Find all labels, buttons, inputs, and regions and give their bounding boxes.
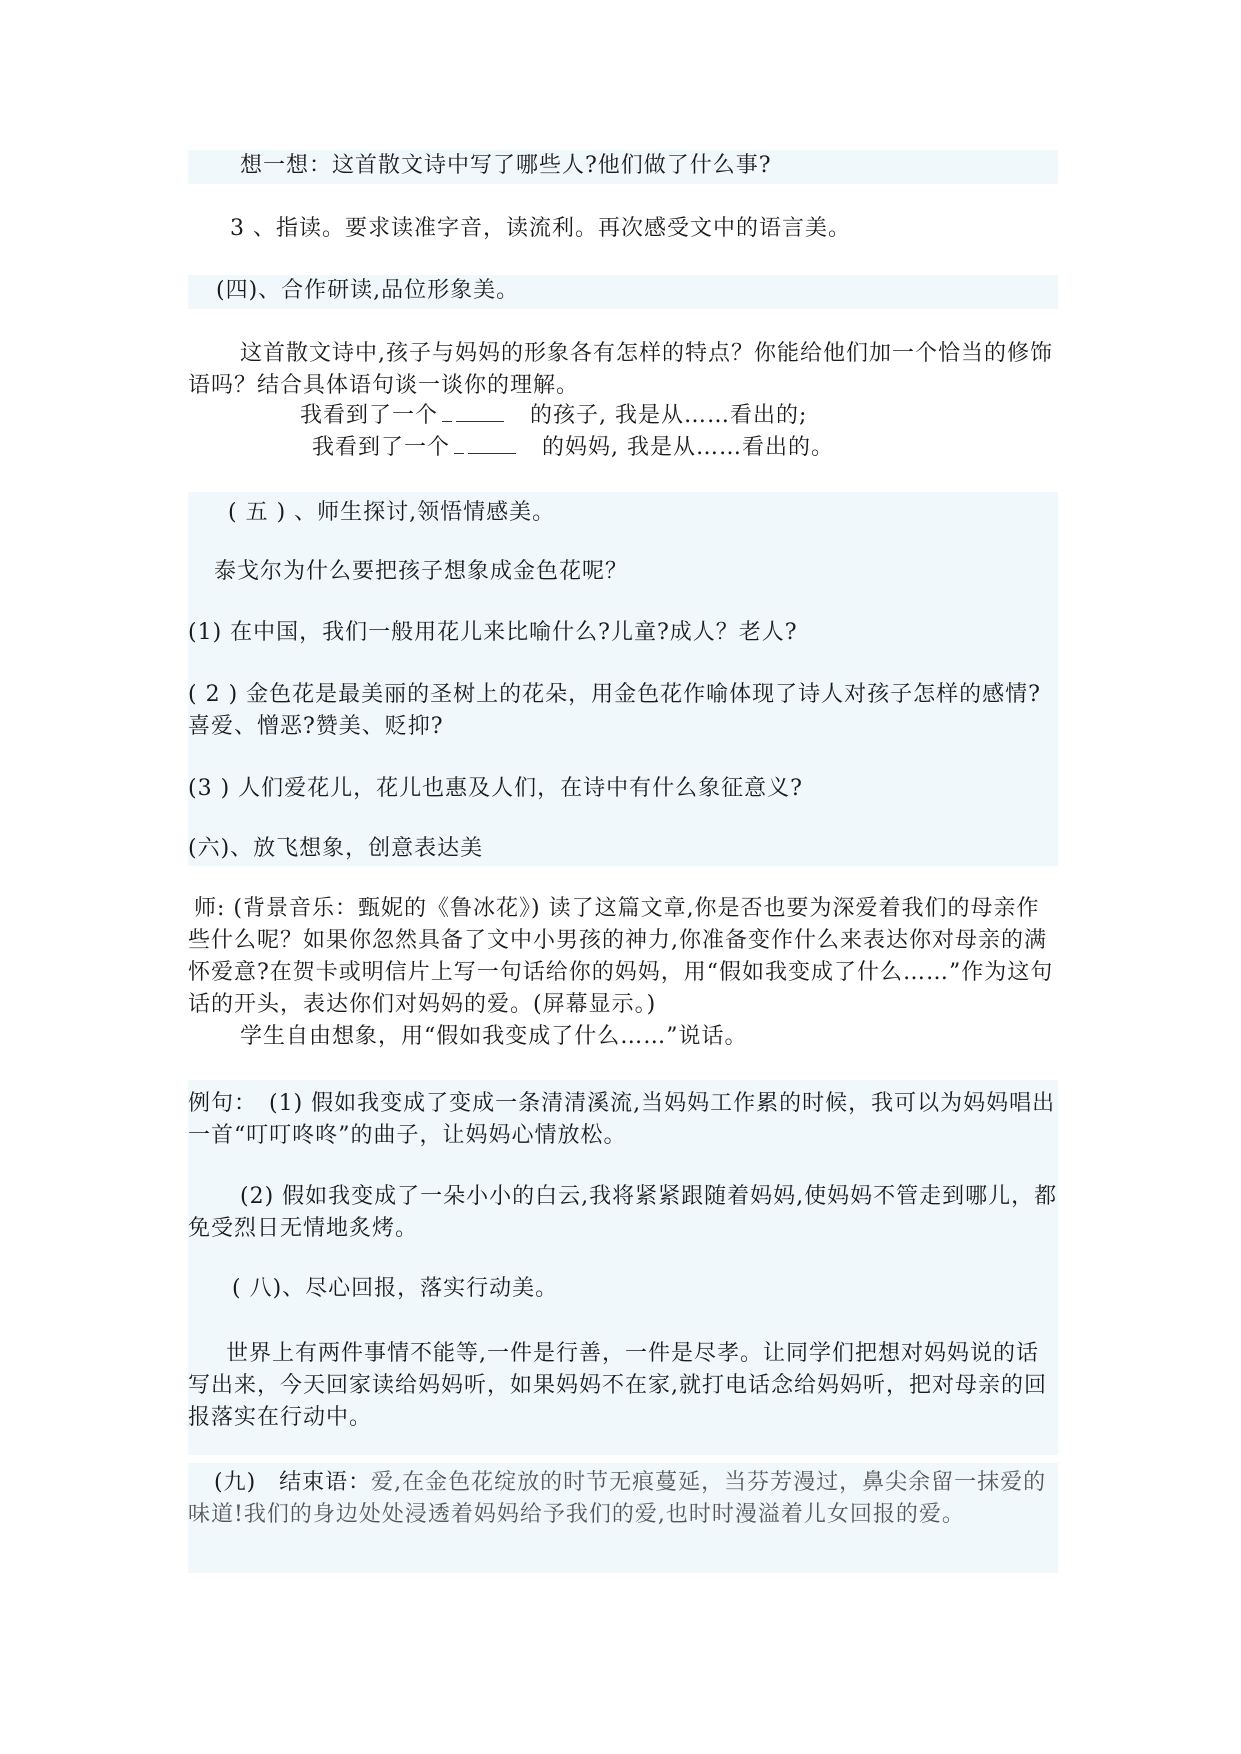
question-3-text: (3 ) 人们爱花儿，花儿也惠及人们，在诗中有什么象征意义? xyxy=(188,776,803,801)
section-four-title: (四)、合作研读,品位形象美。 xyxy=(216,278,520,303)
section-eight-heading xyxy=(188,1273,1058,1305)
think-question: 想一想：这首散文诗中写了哪些人?他们做了什么事? xyxy=(240,153,772,178)
fill-blank-child-prefix: 我看到了一个 xyxy=(300,403,439,428)
blank-line-mother xyxy=(468,433,516,454)
example-2-text: (2) 假如我变成了一朵小小的白云,我将紧紧跟随着妈妈,使妈妈不管走到哪儿，都免受烈日无情地炙烤。 xyxy=(188,1184,1058,1241)
fill-blank-mother-suffix: 的妈妈, 我是从……看出的。 xyxy=(542,435,835,460)
section-five-title: ( 五 ) 、师生探讨,领悟情感美。 xyxy=(228,500,556,525)
paragraph-example-2 xyxy=(188,1181,1058,1245)
paragraph-think xyxy=(188,150,1058,184)
section-eight-title: ( 八)、尽心回报，落实行动美。 xyxy=(232,1276,559,1301)
example-1-text: 例句： (1) 假如我变成了变成一条清清溪流,当妈妈工作累的时候，我可以为妈妈唱出一首“叮叮咚咚”的曲子，让妈妈心情放松。 xyxy=(188,1091,1056,1148)
blank-line-child xyxy=(456,401,504,422)
section-six-heading xyxy=(188,833,1058,865)
section-six-title: (六)、放飞想象，创意表达美 xyxy=(188,836,484,861)
fill-blank-child-suffix: 的孩子, 我是从……看出的; xyxy=(530,403,808,428)
section-five-heading xyxy=(188,497,1058,529)
paragraph-world-two-things xyxy=(188,1338,1058,1434)
paragraph-read-aloud xyxy=(188,213,1058,245)
tagore-question-text: 泰戈尔为什么要把孩子想象成金色花呢？ xyxy=(214,559,629,584)
world-two-things-text: 世界上有两件事情不能等,一件是行善，一件是尽孝。让同学们把想对妈妈说的话写出来，今天回家读给妈妈听，如果妈妈不在家,就打电话念给妈妈听，把对母亲的回报落实在行动中。 xyxy=(188,1341,1047,1430)
paragraph-teacher-prompt xyxy=(188,893,1058,1021)
paragraph-question-2 xyxy=(188,679,1058,743)
closing-label: (九) 结束语： xyxy=(214,1470,372,1495)
paragraph-student-imagine xyxy=(188,1021,1058,1053)
dash-mark xyxy=(442,401,452,422)
paragraph-image-question xyxy=(188,338,1058,402)
paragraph-example-1 xyxy=(188,1088,1058,1152)
fill-blank-child xyxy=(188,400,1058,432)
read-aloud-text: 3 、指读。要求读准字音，读流利。再次感受文中的语言美。 xyxy=(230,216,851,241)
paragraph-tagore-question xyxy=(188,556,1058,588)
paragraph-closing xyxy=(188,1467,1058,1531)
section-four-heading xyxy=(188,275,1058,309)
fill-blank-mother-prefix: 我看到了一个 xyxy=(312,435,451,460)
image-question-text: 这首散文诗中,孩子与妈妈的形象各有怎样的特点？你能给他们加一个恰当的修饰语吗？结合具体语句谈一谈你的理解。 xyxy=(188,341,1053,398)
closing-text: 爱,在金色花绽放的时节无痕蔓延，当芬芳漫过，鼻尖余留一抹爱的味道!我们的身边处处浸透着妈妈给予我们的爱,也时时漫溢着儿女回报的爱。 xyxy=(188,1470,1047,1527)
paragraph-question-1 xyxy=(188,617,1058,649)
dash-mark xyxy=(454,433,464,454)
student-imagine-text: 学生自由想象，用“假如我变成了什么……”说话。 xyxy=(240,1024,748,1049)
paragraph-question-3 xyxy=(188,773,1058,805)
question-1-text: (1) 在中国，我们一般用花儿来比喻什么?儿童?成人？老人? xyxy=(188,620,798,645)
teacher-prompt-text: 师: (背景音乐：甄妮的《鲁冰花》) 读了这篇文章,你是否也要为深爱着我们的母亲作些什么呢？如果你忽然具备了文中小男孩的神力,你准备变作什么来表达你对母亲的满怀爱意?在贺卡或明信片上写一句话给你的妈妈，用“假如我变成了什么……”作为这句话的开头，表达你们对妈妈的爱。(屏幕显示。) xyxy=(188,896,1054,1017)
question-2-text: ( 2 ) 金色花是最美丽的圣树上的花朵，用金色花作喻体现了诗人对孩子怎样的感情?喜爱、憎恶?赞美、贬抑? xyxy=(188,682,1041,739)
fill-blank-mother xyxy=(188,432,1058,464)
